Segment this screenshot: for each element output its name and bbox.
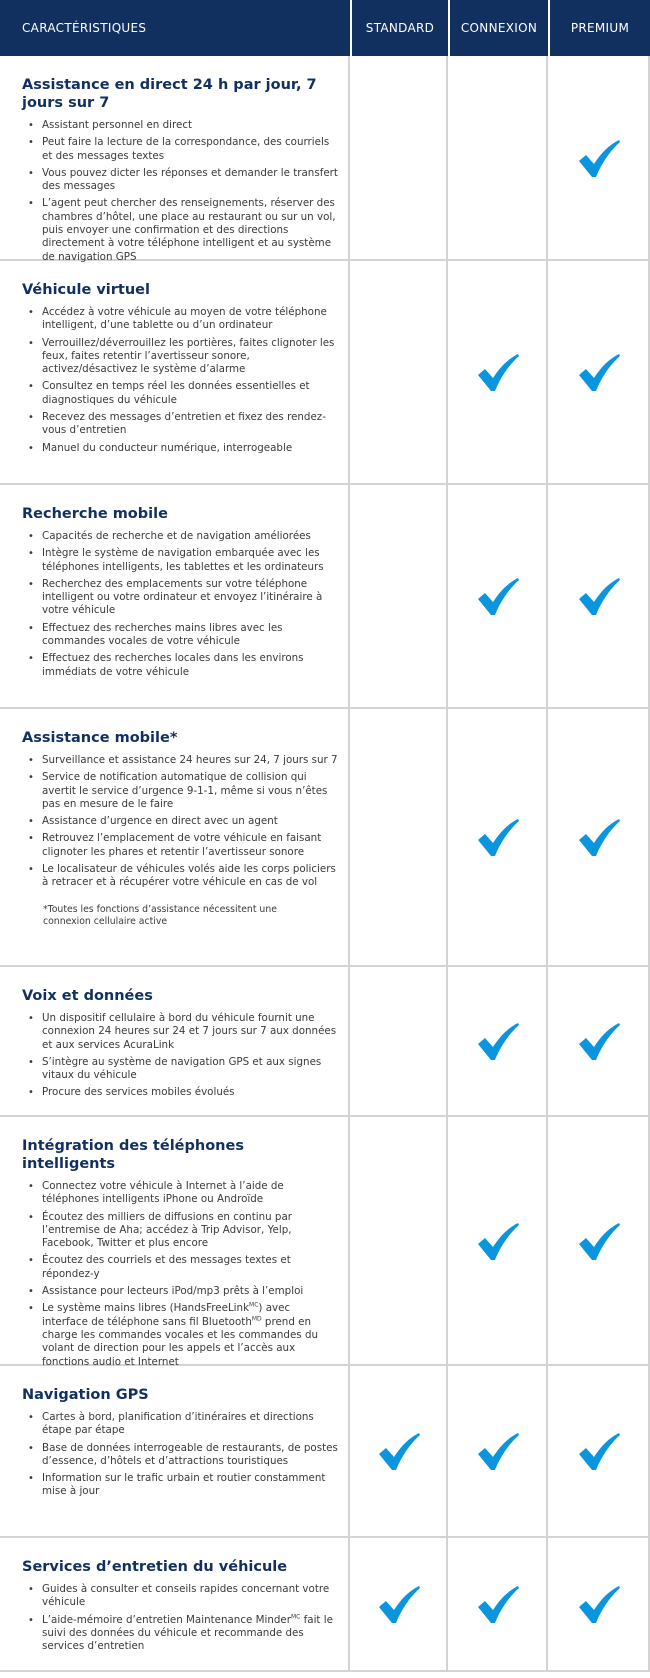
feature-item: • Retrouvez l’emplacement de votre véhicule en faisant clignoter les phares et retentir l’avertisseur sonore — [22, 832, 338, 859]
feature-description — [0, 56, 350, 261]
feature-title: Assistance mobile* — [22, 730, 178, 746]
feature-list — [22, 1012, 338, 1100]
feature-row — [0, 261, 650, 485]
cell-premium — [548, 1538, 650, 1670]
feature-row — [0, 1366, 650, 1538]
cell-connexion — [448, 1366, 548, 1536]
feature-item: • Recherchez des emplacements sur votre téléphone intelligent ou votre ordinateur et envoyez l’itinéraire à votre véhicule — [22, 578, 338, 618]
header-premium: PREMIUM — [548, 0, 650, 56]
feature-item: • Le localisateur de véhicules volés aide les corps policiers à retracer et à récupérer votre véhicule en cas de vol — [22, 863, 338, 890]
checkmark-icon — [577, 1585, 621, 1625]
cell-connexion — [448, 261, 548, 483]
feature-item: • Assistant personnel en direct — [22, 119, 338, 132]
feature-item: • Surveillance et assistance 24 heures sur 24, 7 jours sur 7 — [22, 754, 338, 767]
feature-row — [0, 967, 650, 1117]
feature-list — [22, 1411, 338, 1499]
checkmark-icon — [577, 1022, 621, 1062]
cell-premium — [548, 56, 650, 259]
feature-item: • Guides à consulter et conseils rapides concernant votre véhicule — [22, 1583, 338, 1610]
header-standard: STANDARD — [350, 0, 448, 56]
feature-item-text: fait le suivi des données du véhicule et recommande des services d’entretien — [42, 1613, 333, 1653]
checkmark-icon — [577, 577, 621, 617]
feature-title: Assistance en direct 24 h par jour, 7 jours sur 7 — [22, 77, 317, 111]
feature-item: • Un dispositif cellulaire à bord du véhicule fournit une connexion 24 heures sur 24 et 7 jours sur 7 aux données et aux services AcuraLink — [22, 1012, 338, 1052]
feature-row — [0, 485, 650, 709]
cell-connexion — [448, 709, 548, 965]
feature-list — [22, 306, 338, 455]
feature-title: Véhicule virtuel — [22, 282, 150, 298]
feature-item: • Base de données interrogeable de restaurants, de postes d’essence, d’hôtels et d’attractions touristiques — [22, 1442, 338, 1469]
feature-item-text: ) avec interface de téléphone sans fil Bluetooth — [42, 1302, 291, 1328]
feature-item: • Manuel du conducteur numérique, interrogeable — [22, 442, 338, 455]
cell-connexion — [448, 56, 548, 259]
checkmark-icon — [377, 1585, 421, 1625]
checkmark-icon — [476, 818, 520, 858]
checkmark-icon — [577, 139, 621, 179]
feature-list — [22, 1180, 338, 1369]
feature-item: • Service de notification automatique de collision qui avertit le service d’urgence 9-1-1, même si vous n’êtes pas en mesure de le faire — [22, 771, 338, 811]
feature-description — [0, 1117, 350, 1366]
checkmark-icon — [476, 1432, 520, 1472]
cell-standard — [350, 1366, 448, 1536]
cell-standard — [350, 1117, 448, 1364]
checkmark-icon — [577, 1432, 621, 1472]
checkmark-icon — [476, 353, 520, 393]
header-connexion: CONNEXION — [448, 0, 548, 56]
footnote: *Toutes les fonctions d’assistance nécessitent une connexion cellulaire active — [43, 903, 277, 927]
feature-item: • Information sur le trafic urbain et routier constamment mise à jour — [22, 1472, 338, 1499]
feature-item: • Accédez à votre véhicule au moyen de votre téléphone intelligent, d’une tablette ou d’un ordinateur — [22, 306, 338, 333]
cell-connexion — [448, 1117, 548, 1364]
cell-standard — [350, 261, 448, 483]
feature-item-text: L’aide-mémoire d’entretien Maintenance Minder — [42, 1613, 291, 1626]
trademark-mark: MC — [249, 1301, 259, 1309]
feature-description — [0, 261, 350, 485]
cell-standard — [350, 709, 448, 965]
cell-connexion — [448, 967, 548, 1115]
cell-standard — [350, 56, 448, 259]
feature-title: Intégration des téléphones intelligents — [22, 1138, 244, 1172]
checkmark-icon — [476, 577, 520, 617]
feature-item-text: Le système mains libres (HandsFreeLink — [42, 1302, 250, 1315]
feature-item: • L’agent peut chercher des renseignements, réserver des chambres d’hôtel, une place au restaurant ou sur un vol, puis envoyer une confirmation et des directions directement à votre téléphone intelligent et au système de navigation GPS — [22, 197, 338, 263]
feature-list — [22, 119, 338, 264]
feature-item: • Verrouillez/déverrouillez les portières, faites clignoter les feux, faites retentir l’avertisseur sonore, activez/désactivez le système d’alarme — [22, 337, 338, 377]
feature-description — [0, 709, 350, 967]
feature-item: • Vous pouvez dicter les réponses et demander le transfert des messages — [22, 167, 338, 194]
feature-list — [22, 1583, 338, 1653]
feature-row — [0, 1538, 650, 1672]
feature-row — [0, 56, 650, 261]
checkmark-icon — [577, 1222, 621, 1262]
feature-item-text: prend en charge les commandes vocales et les commandes du volant de direction pour les appels et l’accès aux fonctions audio et Internet — [42, 1315, 318, 1368]
feature-list — [22, 530, 338, 679]
feature-item: • Effectuez des recherches mains libres avec les commandes vocales de votre véhicule — [22, 622, 338, 649]
cell-premium — [548, 485, 650, 707]
feature-item: • Connectez votre véhicule à Internet à l’aide de téléphones intelligents iPhone ou Androïde — [22, 1180, 338, 1207]
checkmark-icon — [476, 1585, 520, 1625]
checkmark-icon — [476, 1222, 520, 1262]
cell-premium — [548, 967, 650, 1115]
trademark-mark: MD — [251, 1315, 262, 1323]
feature-title: Recherche mobile — [22, 506, 168, 522]
checkmark-icon — [476, 1022, 520, 1062]
cell-premium — [548, 1366, 650, 1536]
header-features: CARACTÉRISTIQUES — [0, 0, 350, 56]
cell-standard — [350, 967, 448, 1115]
feature-item — [22, 1302, 338, 1368]
feature-description — [0, 967, 350, 1117]
cell-connexion — [448, 1538, 548, 1670]
feature-item: • Effectuez des recherches locales dans les environs immédiats de votre véhicule — [22, 652, 338, 679]
trademark-mark: MC — [290, 1613, 301, 1621]
cell-premium — [548, 1117, 650, 1364]
feature-item: • Recevez des messages d’entretien et fixez des rendez-vous d’entretien — [22, 411, 338, 438]
feature-list — [22, 754, 338, 890]
feature-item: • Intègre le système de navigation embarquée avec les téléphones intelligents, les tablettes et les ordinateurs — [22, 547, 338, 574]
feature-item: • Capacités de recherche et de navigation améliorées — [22, 530, 338, 543]
feature-item: • Cartes à bord, planification d’itinéraires et directions étape par étape — [22, 1411, 338, 1438]
feature-item — [22, 1614, 338, 1654]
feature-item: • Assistance pour lecteurs iPod/mp3 prêts à l’emploi — [22, 1285, 338, 1298]
feature-item: • Écoutez des milliers de diffusions en continu par l’entremise de Aha; accédez à Trip Advisor, Yelp, Facebook, Twitter et plus encore — [22, 1211, 338, 1251]
feature-item: • Écoutez des courriels et des messages textes et répondez-y — [22, 1254, 338, 1281]
feature-row — [0, 1117, 650, 1366]
feature-item: • Consultez en temps réel les données essentielles et diagnostiques du véhicule — [22, 380, 338, 407]
feature-description — [0, 485, 350, 709]
feature-title: Voix et données — [22, 988, 153, 1004]
cell-premium — [548, 261, 650, 483]
checkmark-icon — [377, 1432, 421, 1472]
checkmark-icon — [577, 353, 621, 393]
checkmark-icon — [577, 818, 621, 858]
cell-standard — [350, 485, 448, 707]
cell-standard — [350, 1538, 448, 1670]
feature-title: Navigation GPS — [22, 1387, 149, 1403]
feature-item: • S’intègre au système de navigation GPS et aux signes vitaux du véhicule — [22, 1056, 338, 1083]
cell-connexion — [448, 485, 548, 707]
feature-item: • Assistance d’urgence en direct avec un agent — [22, 815, 338, 828]
feature-row — [0, 709, 650, 967]
feature-description — [0, 1366, 350, 1538]
feature-title: Services d’entretien du véhicule — [22, 1559, 288, 1575]
feature-item: • Procure des services mobiles évolués — [22, 1086, 338, 1099]
feature-description — [0, 1538, 350, 1672]
cell-premium — [548, 709, 650, 965]
feature-item: • Peut faire la lecture de la correspondance, des courriels et des messages textes — [22, 136, 338, 163]
